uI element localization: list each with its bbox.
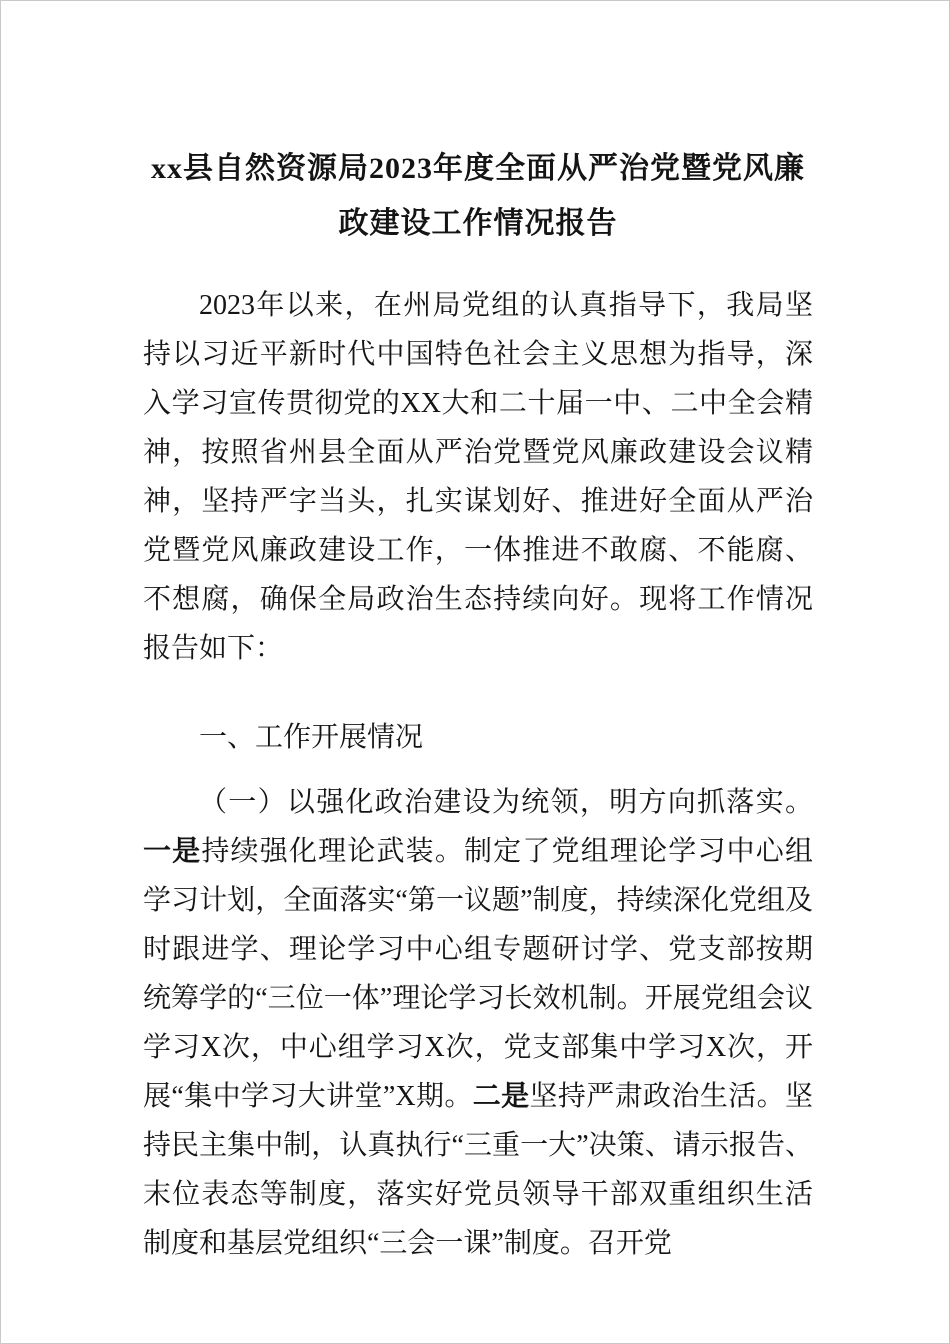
text-run: 坚持严肃政治生活。坚持民主集中制，认真执行“三重一大”决策、请示报告、末位表态等制度，落实好党员领导干部双重组织生活制度和基层党组织“三会一课”制度。召开党 — [143, 1081, 813, 1259]
document-title: xx县自然资源局2023年度全面从严治党暨党风廉政建设工作情况报告 — [151, 152, 805, 240]
section-heading — [143, 713, 813, 762]
text-run-bold: 二是 — [472, 1081, 530, 1112]
text-run-bold: 一是 — [143, 836, 202, 867]
paragraph-section-1-1 — [143, 778, 813, 1268]
text-run: 一、工作开展情况 — [199, 722, 424, 753]
text-run: 2023年以来，在州局党组的认真指导下，我局坚持以习近平新时代中国特色社会主义思想为指导，深入学习宣传贯彻党的XX大和二十届一中、二中全会精神，按照省州县全面从严治党暨党风廉政建设会议精神，坚持严字当头，扎实谋划好、推进好全面从严治党暨党风廉政建设工作，一体推进不敢腐、不能腐、不想腐，确保全局政治生态持续向好。现将工作情况报告如下： — [143, 290, 813, 664]
text-run: （一）以强化政治建设为统领，明方向抓落实。 — [199, 787, 813, 818]
paragraph-intro — [143, 281, 813, 673]
text-run: 持续强化理论武装。制定了党组理论学习中心组学习计划，全面落实“第一议题”制度，持续深化党组及时跟进学、理论学习中心组专题研讨学、党支部按期统筹学的“三位一体”理论学习长效机制。开展党组会议学习X次，中心组学习X次，党支部集中学习X次，开展“集中学习大讲堂”X期。 — [143, 836, 813, 1112]
